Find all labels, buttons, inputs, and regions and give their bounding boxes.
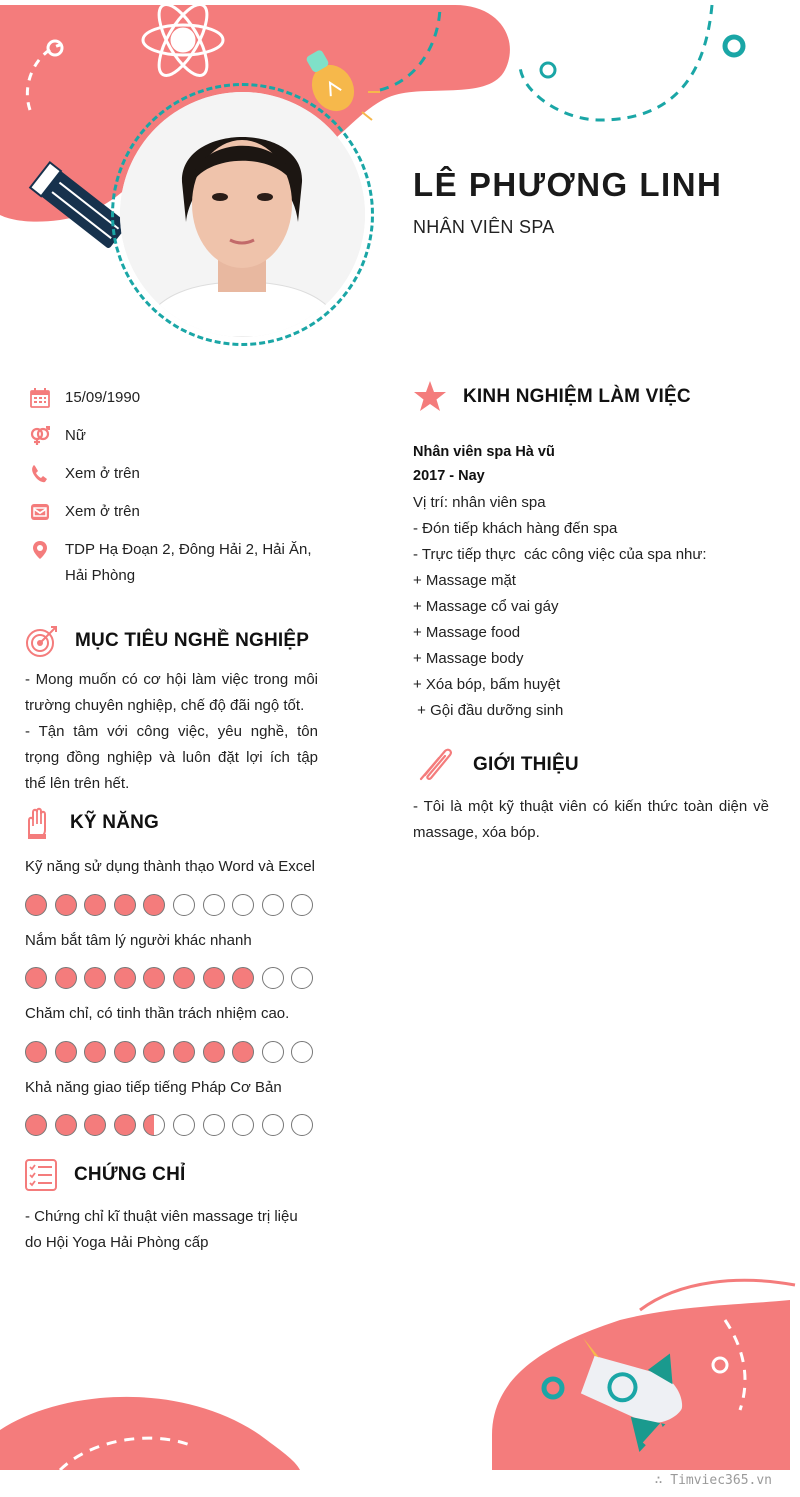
rating-dot xyxy=(291,1041,313,1063)
contact-phone: Xem ở trên xyxy=(30,464,325,487)
certificates-text: - Chứng chỉ kĩ thuật viên massage trị liệu do Hội Yoga Hải Phòng cấp xyxy=(25,1208,298,1251)
email-icon xyxy=(30,502,50,522)
gender-icon xyxy=(30,426,50,446)
rating-dot xyxy=(143,967,165,989)
rating-dot xyxy=(25,1041,47,1063)
rating-dot xyxy=(232,1114,254,1136)
rating-dot xyxy=(291,1114,313,1136)
rating-dot xyxy=(84,1114,106,1136)
experience-line: + Xóa bóp, bấm huyệt xyxy=(413,676,561,693)
rating-dot xyxy=(84,967,106,989)
watermark: ∴ Timviec365.vn xyxy=(654,1473,772,1488)
rating-dot xyxy=(55,967,77,989)
experience-period: 2017 - Nay xyxy=(413,468,485,484)
profile-photo xyxy=(120,92,365,337)
skill-label: Kỹ năng sử dụng thành thạo Word và Excel xyxy=(25,858,315,875)
hand-icon xyxy=(20,806,54,840)
skills-title: KỸ NĂNG xyxy=(70,812,160,833)
rating-dot xyxy=(143,1041,165,1063)
rating-dot xyxy=(25,967,47,989)
rating-dot xyxy=(143,894,165,916)
rating-dot xyxy=(143,1114,165,1136)
target-icon xyxy=(25,624,59,658)
rating-dot xyxy=(114,1041,136,1063)
about-heading xyxy=(417,745,579,785)
rating-dot xyxy=(84,1041,106,1063)
experience-line: + Massage food xyxy=(413,624,521,641)
rating-dot xyxy=(84,894,106,916)
experience-line: - Trực tiếp thực các công việc của spa như: xyxy=(413,546,707,563)
about-title: GIỚI THIỆU xyxy=(473,754,579,775)
checklist-icon xyxy=(24,1158,58,1192)
objective-title: MỤC TIÊU NGHỀ NGHIỆP xyxy=(75,630,310,651)
rating-dot xyxy=(232,894,254,916)
phone-icon xyxy=(30,464,50,484)
experience-details xyxy=(413,490,783,724)
skill-rating xyxy=(25,967,321,989)
skill-label: Khả năng giao tiếp tiếng Pháp Cơ Bản xyxy=(25,1079,282,1096)
objective-text: - Mong muốn có cơ hội làm việc trong môi trường chuyên nghiệp, chế độ đãi ngộ tốt. - Tận tâm với công việc, yêu nghề, tôn trọng đồng nghiệp và luôn đặt lợi ích tập thể lên trên hết. xyxy=(25,671,318,792)
rating-dot xyxy=(203,1114,225,1136)
rating-dot xyxy=(114,967,136,989)
calendar-icon xyxy=(30,388,50,408)
experience-line: - Đón tiếp khách hàng đến spa xyxy=(413,520,618,537)
certificates-title: CHỨNG CHỈ xyxy=(74,1164,186,1185)
experience-title: KINH NGHIỆM LÀM VIỆC xyxy=(463,386,691,407)
rating-dot xyxy=(173,967,195,989)
rating-dot xyxy=(203,894,225,916)
location-icon xyxy=(30,540,50,560)
skill-rating xyxy=(25,1114,321,1136)
rating-dot xyxy=(291,967,313,989)
objective-heading xyxy=(25,624,309,658)
rating-dot xyxy=(173,894,195,916)
rating-dot xyxy=(203,967,225,989)
experience-line: + Massage cổ vai gáy xyxy=(413,598,559,615)
experience-company: Nhân viên spa Hà vũ xyxy=(413,444,555,460)
rating-dot xyxy=(114,1114,136,1136)
about-text: - Tôi là một kỹ thuật viên có kiến thức toàn diện về massage, xóa bóp. xyxy=(413,798,769,841)
rating-dot xyxy=(55,894,77,916)
experience-line: + Gội đầu dưỡng sinh xyxy=(413,702,564,719)
contact-dob: 15/09/1990 xyxy=(30,388,325,411)
rating-dot xyxy=(262,894,284,916)
candidate-role: NHÂN VIÊN SPA xyxy=(413,217,555,237)
contact-address: TDP Hạ Đoạn 2, Đông Hải 2, Hải Ăn, Hải Phòng xyxy=(30,540,325,589)
paperclip-icon xyxy=(417,745,457,785)
rating-dot xyxy=(232,1041,254,1063)
rating-dot xyxy=(173,1114,195,1136)
candidate-name: LÊ PHƯƠNG LINH xyxy=(413,166,723,203)
skill-rating xyxy=(25,1041,321,1063)
bottom-decoration xyxy=(0,1260,800,1497)
skill-label: Chăm chỉ, có tinh thần trách nhiệm cao. xyxy=(25,1005,290,1022)
experience-line: Vị trí: nhân viên spa xyxy=(413,494,546,511)
contact-gender: Nữ xyxy=(30,426,325,449)
skills-heading xyxy=(20,806,159,840)
skill-rating xyxy=(25,894,321,916)
rating-dot xyxy=(262,967,284,989)
experience-line: + Massage body xyxy=(413,650,524,667)
experience-line: + Massage mặt xyxy=(413,572,516,589)
contact-email: Xem ở trên xyxy=(30,502,325,525)
rating-dot xyxy=(25,1114,47,1136)
rating-dot xyxy=(262,1041,284,1063)
rating-dot xyxy=(55,1114,77,1136)
rating-dot xyxy=(291,894,313,916)
rating-dot xyxy=(55,1041,77,1063)
rating-dot xyxy=(114,894,136,916)
certificates-heading xyxy=(24,1158,186,1192)
skill-label: Nắm bắt tâm lý người khác nhanh xyxy=(25,932,252,949)
rating-dot xyxy=(203,1041,225,1063)
rating-dot xyxy=(232,967,254,989)
star-icon xyxy=(413,380,447,414)
rating-dot xyxy=(173,1041,195,1063)
rating-dot xyxy=(25,894,47,916)
experience-heading xyxy=(413,380,691,414)
rating-dot xyxy=(262,1114,284,1136)
